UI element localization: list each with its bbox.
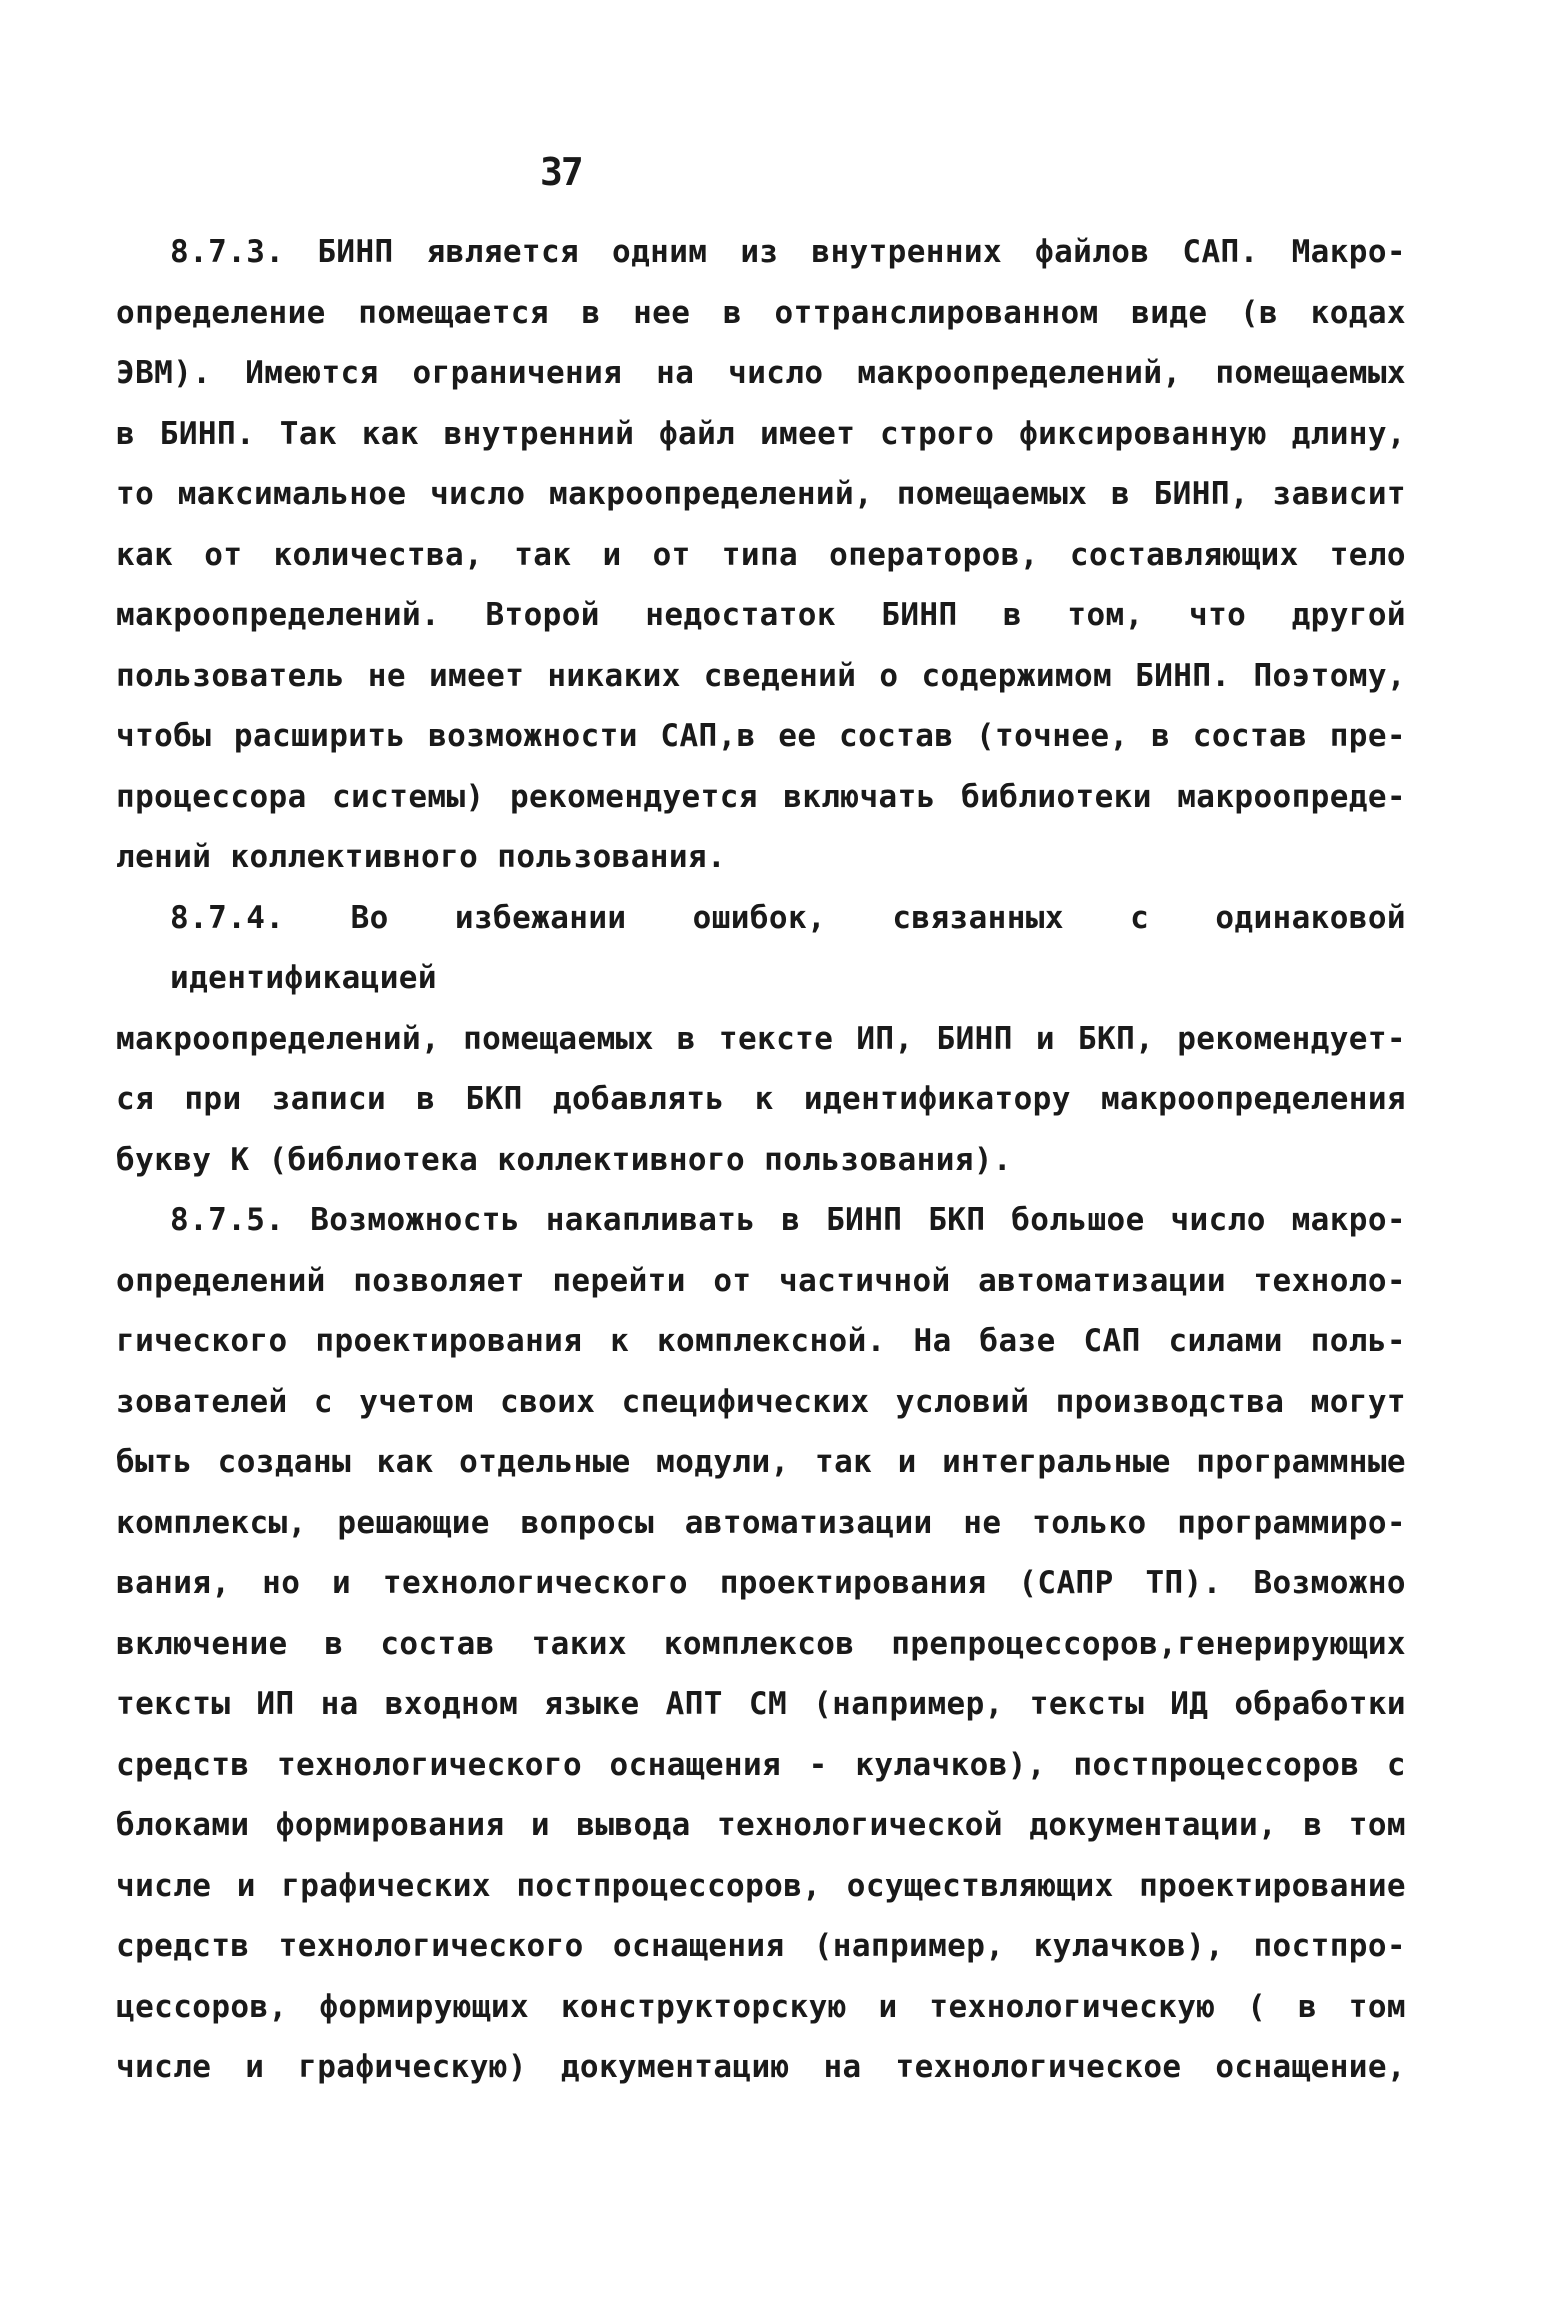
paragraph-8-7-3: [116, 222, 1406, 888]
text-line: то максимальное число макроопределений, помещаемых в БИНП, зависит: [116, 476, 1406, 512]
text-line: 8.7.5. Возможность накапливать в БИНП БКП большое число макро-: [170, 1202, 1406, 1238]
page-number: 37: [540, 150, 582, 194]
text-line: включение в состав таких комплексов препроцессоров,генерирующих: [116, 1625, 1406, 1662]
text-line: букву К (библиотека коллективного пользования).: [116, 1141, 1012, 1178]
body-text: [116, 222, 1406, 2098]
text-line: определение помещается в нее в оттранслированном виде (в кодах: [116, 294, 1406, 331]
text-line: чтобы расширить возможности САП,в ее состав (точнее, в состав пре-: [116, 718, 1406, 754]
text-line: зователей с учетом своих специфических условий производства могут: [116, 1383, 1406, 1420]
text-line: пользователь не имеет никаких сведений о содержимом БИНП. Поэтому,: [116, 657, 1406, 694]
text-line: макроопределений, помещаемых в тексте ИП, БИНП и БКП, рекомендует-: [116, 1020, 1406, 1057]
text-line: числе и графическую) документацию на технологическое оснащение,: [116, 2049, 1406, 2085]
text-line: ЭВМ). Имеются ограничения на число макроопределений, помещаемых: [116, 355, 1406, 391]
text-line: числе и графических постпроцессоров, осуществляющих проектирование: [116, 1867, 1406, 1904]
text-line: 8.7.4. Во избежании ошибок, связанных с одинаковой идентификацией: [170, 899, 1406, 996]
text-line: лений коллективного пользования.: [116, 839, 727, 875]
text-line: средств технологического оснащения - кулачков), постпроцессоров с: [116, 1746, 1406, 1783]
paragraph-8-7-5: [116, 1190, 1406, 2098]
text-line: быть созданы как отдельные модули, так и интегральные программные: [116, 1444, 1406, 1480]
text-line: макроопределений. Второй недостаток БИНП в том, что другой: [116, 597, 1406, 633]
text-line: цессоров, формирующих конструкторскую и технологическую ( в том: [116, 1988, 1406, 2025]
text-line: тексты ИП на входном языке АПТ СМ (например, тексты ИД обработки: [116, 1686, 1406, 1722]
text-line: как от количества, так и от типа операторов, составляющих тело: [116, 536, 1406, 573]
text-line: средств технологического оснащения (например, кулачков), постпро-: [116, 1928, 1406, 1964]
text-line: определений позволяет перейти от частичной автоматизации техноло-: [116, 1262, 1406, 1299]
paragraph-8-7-4: [116, 888, 1406, 1191]
text-line: комплексы, решающие вопросы автоматизации не только программиро-: [116, 1504, 1406, 1541]
text-line: вания, но и технологического проектирования (САПР ТП). Возможно: [116, 1565, 1406, 1601]
text-line: ся при записи в БКП добавлять к идентификатору макроопределения: [116, 1081, 1406, 1117]
text-line: процессора системы) рекомендуется включать библиотеки макроопреде-: [116, 778, 1406, 815]
text-line: блоками формирования и вывода технологической документации, в том: [116, 1807, 1406, 1843]
text-line: 8.7.3. БИНП является одним из внутренних файлов САП. Макро-: [170, 234, 1406, 270]
text-line: в БИНП. Так как внутренний файл имеет строго фиксированную длину,: [116, 415, 1406, 452]
text-line: гического проектирования к комплексной. На базе САП силами поль-: [116, 1323, 1406, 1359]
